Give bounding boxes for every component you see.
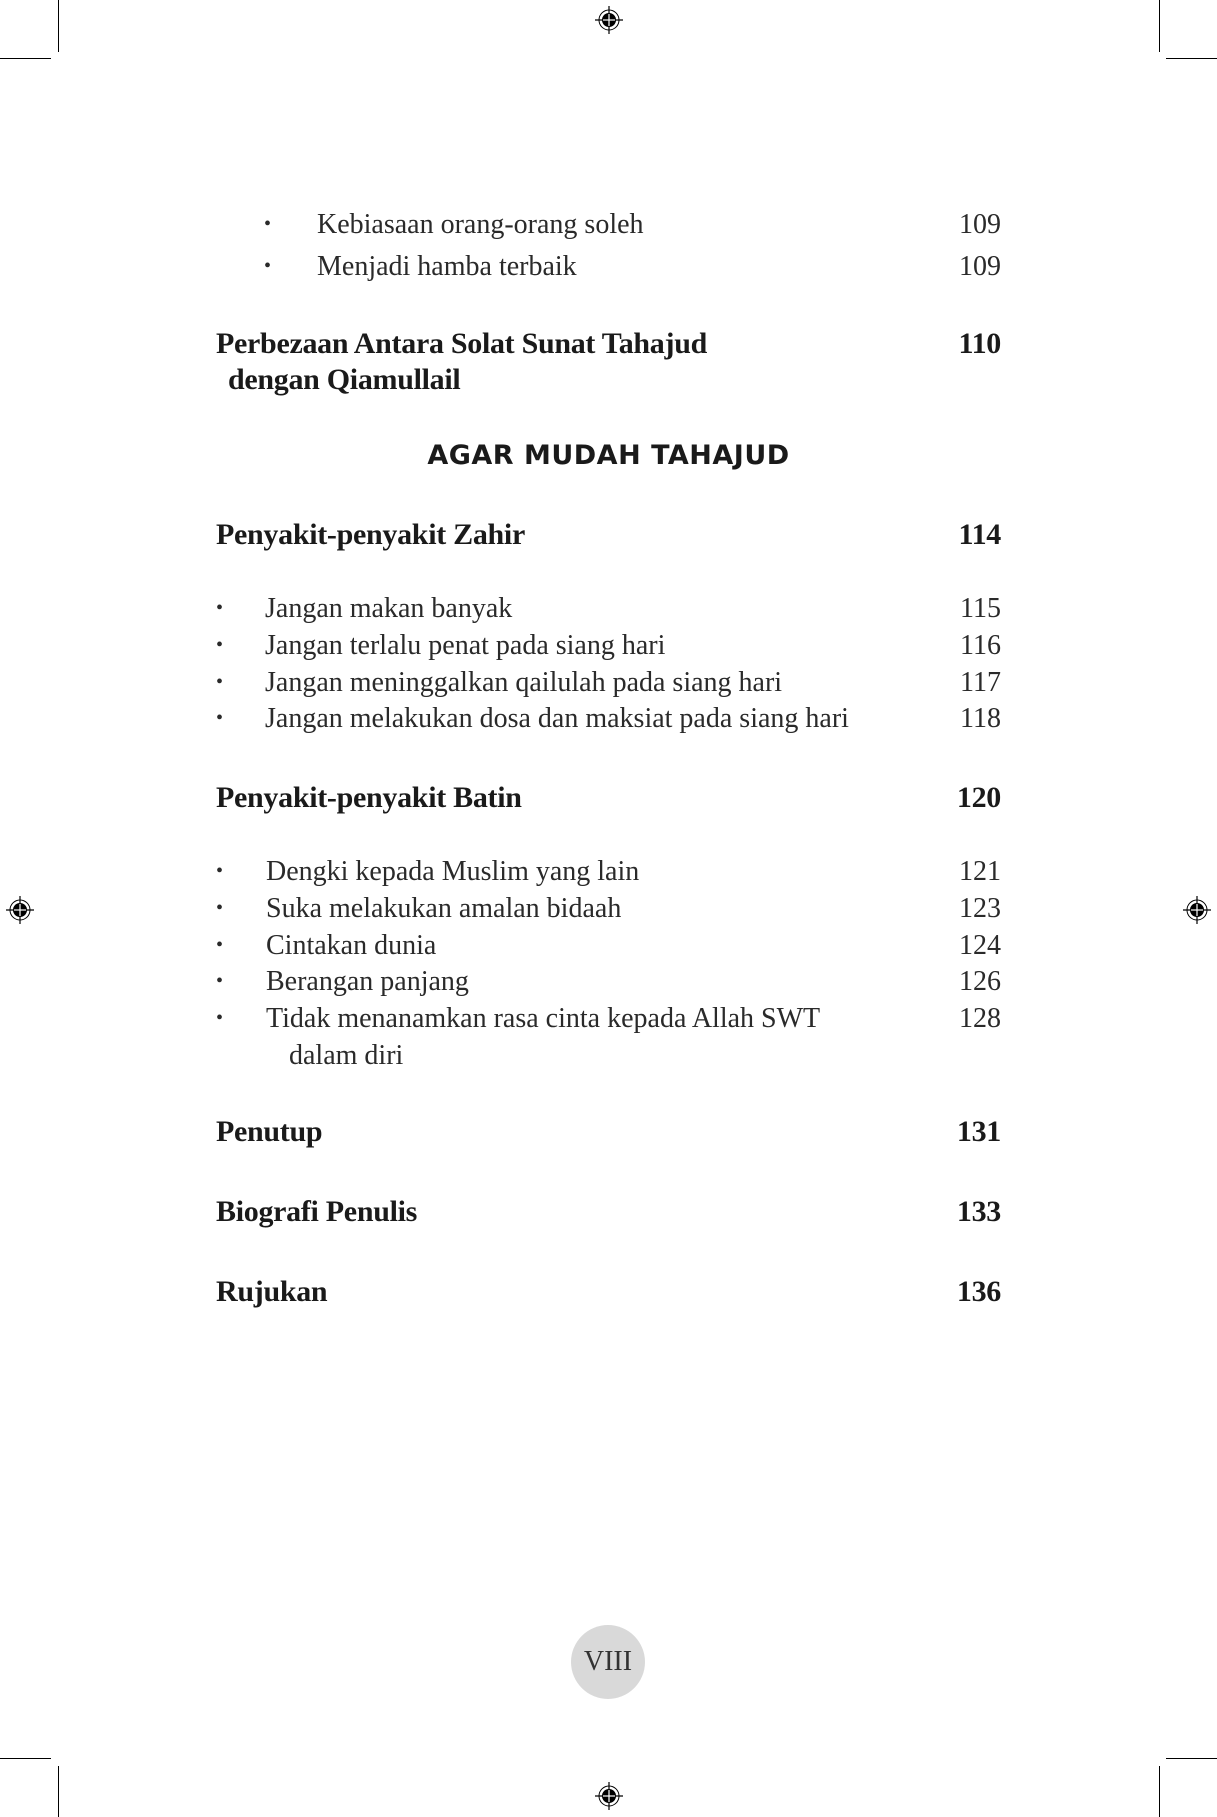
crop-mark-bottom-right-horizontal: [1166, 1758, 1217, 1759]
toc-subentry-title: Suka melakukan amalan bidaah: [266, 893, 622, 924]
crop-mark-top-right-vertical: [1159, 0, 1160, 52]
crop-mark-bottom-right-vertical: [1159, 1766, 1160, 1817]
toc-page-number: 109: [959, 209, 1001, 240]
toc-heading-title: Penyakit-penyakit Zahir: [216, 518, 525, 551]
registration-mark-top-icon: [592, 3, 626, 37]
toc-heading-entry[interactable]: [216, 518, 1001, 552]
bullet-icon: •: [216, 671, 224, 693]
registration-mark-left-icon: [3, 893, 37, 927]
toc-page-number: 114: [958, 518, 1001, 551]
toc-page-number: 115: [960, 593, 1001, 624]
bullet-icon: •: [216, 597, 224, 619]
toc-subentry-title: Jangan terlalu penat pada siang hari: [265, 630, 666, 661]
toc-page-number: 133: [956, 1195, 1001, 1228]
folio-page-number: VIII: [571, 1625, 645, 1699]
toc-subentry-title: Jangan makan banyak: [265, 593, 513, 624]
bullet-icon: •: [216, 707, 224, 729]
toc-subentry-title: Menjadi hamba terbaik: [317, 251, 577, 282]
toc-page-number: 110: [958, 327, 1001, 360]
toc-page-number: 117: [960, 667, 1001, 698]
toc-subentry[interactable]: [216, 1003, 1001, 1079]
toc-heading-title: Biografi Penulis: [216, 1195, 418, 1228]
toc-heading-title: Perbezaan Antara Solat Sunat Tahajud: [216, 327, 707, 360]
toc-page-number: 124: [959, 930, 1001, 961]
bullet-icon: •: [216, 934, 224, 956]
crop-mark-top-left-horizontal: [0, 58, 51, 59]
bullet-icon: •: [216, 970, 224, 992]
section-title: AGAR MUDAH TAHAJUD: [427, 440, 790, 471]
toc-subentry-title-line2: dalam diri: [289, 1040, 404, 1071]
bullet-icon: •: [216, 634, 224, 656]
crop-mark-top-right-horizontal: [1166, 58, 1217, 59]
bullet-icon: •: [216, 1007, 224, 1029]
toc-heading-title-line2: dengan Qiamullail: [228, 363, 461, 396]
toc-page-number: 116: [960, 630, 1001, 661]
bullet-icon: •: [216, 860, 224, 882]
toc-subentry-title: Tidak menanamkan rasa cinta kepada Allah SWT: [266, 1003, 821, 1034]
toc-heading-entry[interactable]: [216, 1115, 1001, 1149]
toc-subentry-title: Dengki kepada Muslim yang lain: [266, 856, 640, 887]
toc-subentry-title: Kebiasaan orang-orang soleh: [317, 209, 644, 240]
registration-mark-bottom-icon: [592, 1779, 626, 1813]
bullet-icon: •: [264, 213, 272, 235]
toc-page-number: 131: [956, 1115, 1001, 1148]
toc-page-number: 123: [959, 893, 1001, 924]
toc-page-number: 109: [959, 251, 1001, 282]
toc-subentry-title: Jangan meninggalkan qailulah pada siang hari: [265, 667, 783, 698]
toc-page-number: 121: [959, 856, 1001, 887]
toc-heading-title: Penyakit-penyakit Batin: [216, 781, 522, 814]
bullet-icon: •: [216, 897, 224, 919]
toc-heading-entry[interactable]: [216, 1195, 1001, 1229]
toc-heading-entry[interactable]: [216, 1275, 1001, 1309]
toc-subentry-title: Jangan melakukan dosa dan maksiat pada siang hari: [265, 703, 849, 734]
crop-mark-bottom-left-horizontal: [0, 1758, 51, 1759]
toc-page-number: 126: [959, 966, 1001, 997]
toc-page-number: 128: [959, 1003, 1001, 1034]
bullet-icon: •: [264, 255, 272, 277]
crop-mark-top-left-vertical: [58, 0, 59, 52]
toc-page-number: 118: [960, 703, 1001, 734]
toc-page-number: 136: [956, 1275, 1001, 1308]
toc-subentry-title: Cintakan dunia: [266, 930, 437, 961]
toc-heading-entry[interactable]: [216, 327, 1001, 397]
registration-mark-right-icon: [1180, 893, 1214, 927]
toc-heading-title: Rujukan: [216, 1275, 328, 1308]
toc-page-number: 120: [956, 781, 1001, 814]
toc-subentry-title: Berangan panjang: [266, 966, 469, 997]
crop-mark-bottom-left-vertical: [58, 1766, 59, 1817]
toc-heading-entry[interactable]: [216, 781, 1001, 815]
toc-heading-title: Penutup: [216, 1115, 323, 1148]
